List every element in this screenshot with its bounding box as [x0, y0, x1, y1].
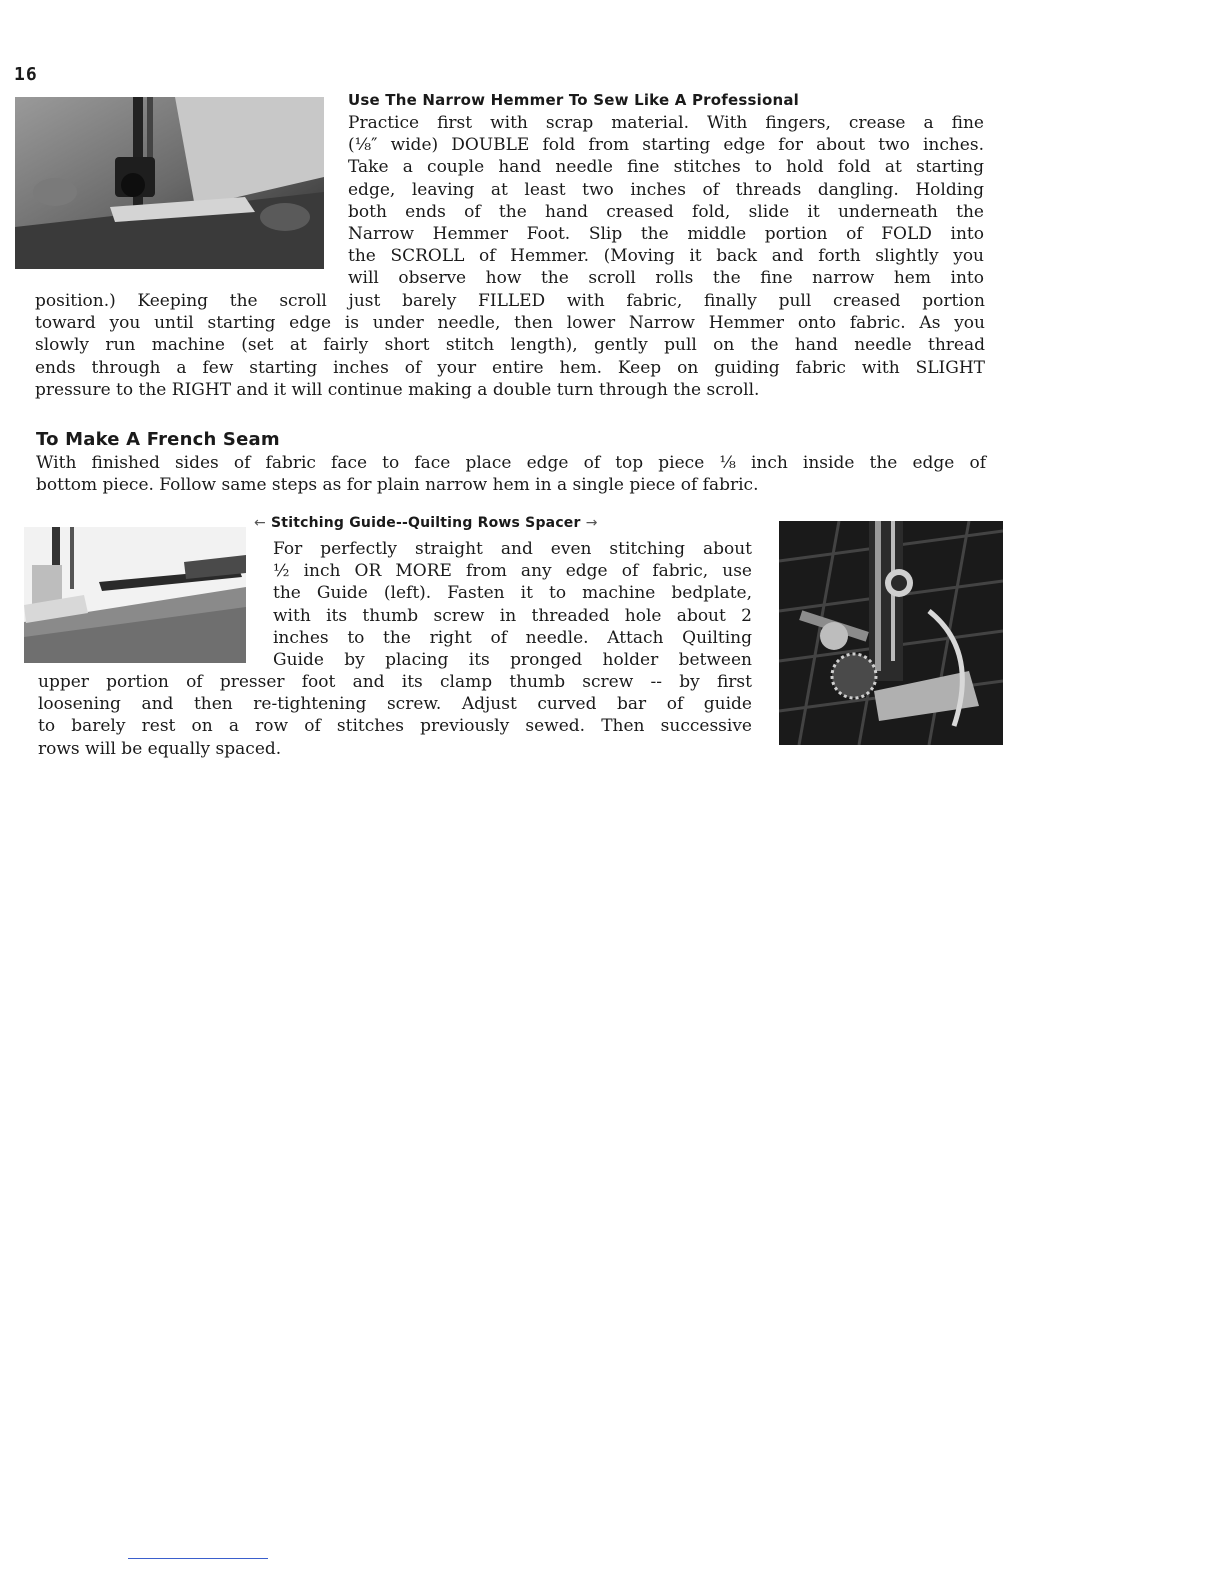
- text-line: toward you until starting edge is under needle, then lower Narrow Hemmer onto fabric. As you: [35, 313, 985, 334]
- text-line: Narrow Hemmer Foot. Slip the middle portion of FOLD into: [348, 224, 984, 245]
- narrow-hemmer-paragraph-continued: [35, 290, 985, 401]
- text-line: ½ inch OR MORE from any edge of fabric, use: [273, 561, 752, 582]
- arrow-left-icon: ←: [254, 515, 266, 531]
- text-line: Guide by placing its pronged holder between: [273, 650, 752, 671]
- arrow-right-icon: →: [585, 515, 598, 531]
- text-line: the SCROLL of Hemmer. (Moving it back and forth slightly you: [348, 246, 984, 267]
- text-line: will observe how the scroll rolls the fine narrow hem into: [348, 268, 984, 289]
- footer-rule: [128, 1558, 268, 1559]
- french-seam-paragraph: [36, 452, 986, 496]
- french-seam-heading: To Make A French Seam: [36, 429, 280, 450]
- page-number: 16: [14, 64, 38, 85]
- stitching-guide-heading: Stitching Guide--Quilting Rows Spacer: [271, 515, 581, 531]
- quilting-guide-photo: [779, 521, 1003, 745]
- text-line: upper portion of presser foot and its clamp thumb screw -- by first: [38, 672, 752, 692]
- text-line: Practice first with scrap material. With fingers, crease a fine: [348, 113, 984, 133]
- text-line: (⅛″ wide) DOUBLE fold from starting edge for about two inches.: [348, 135, 984, 156]
- text-line: ends through a few starting inches of your entire hem. Keep on guiding fabric with SLIGHT: [35, 357, 985, 378]
- text-line: edge, leaving at least two inches of threads dangling. Holding: [348, 179, 984, 200]
- stitching-guide-paragraph-continued: [38, 671, 752, 760]
- text-line: to barely rest on a row of stitches previously sewed. Then successive: [38, 716, 752, 737]
- text-line: slowly run machine (set at fairly short stitch length), gently pull on the hand needle thread: [35, 335, 985, 356]
- text-line: the Guide (left). Fasten it to machine bedplate,: [273, 583, 752, 604]
- narrow-hemmer-heading: Use The Narrow Hemmer To Sew Like A Professional: [348, 91, 800, 109]
- stitching-guide-photo: [24, 527, 246, 663]
- stitching-guide-paragraph: [273, 538, 752, 671]
- text-line: both ends of the hand creased fold, slide it underneath the: [348, 201, 984, 222]
- text-line: Take a couple hand needle fine stitches to hold fold at starting: [348, 157, 984, 178]
- text-line: inches to the right of needle. Attach Quilting: [273, 627, 752, 648]
- text-line: With finished sides of fabric face to face place edge of top piece ⅛ inch inside the edge of: [36, 453, 986, 473]
- text-line: For perfectly straight and even stitching about: [273, 539, 752, 559]
- text-line: loosening and then re-tightening screw. Adjust curved bar of guide: [38, 694, 752, 715]
- text-line: pressure to the RIGHT and it will continue making a double turn through the scroll.: [35, 379, 760, 400]
- narrow-hemmer-photo: [15, 97, 324, 269]
- text-line: bottom piece. Follow same steps as for plain narrow hem in a single piece of fabric.: [36, 475, 759, 496]
- text-line: rows will be equally spaced.: [38, 738, 282, 759]
- text-line: position.) Keeping the scroll just barely FILLED with fabric, finally pull creased portion: [35, 291, 985, 311]
- text-line: with its thumb screw in threaded hole about 2: [273, 605, 752, 626]
- narrow-hemmer-paragraph: [348, 112, 984, 290]
